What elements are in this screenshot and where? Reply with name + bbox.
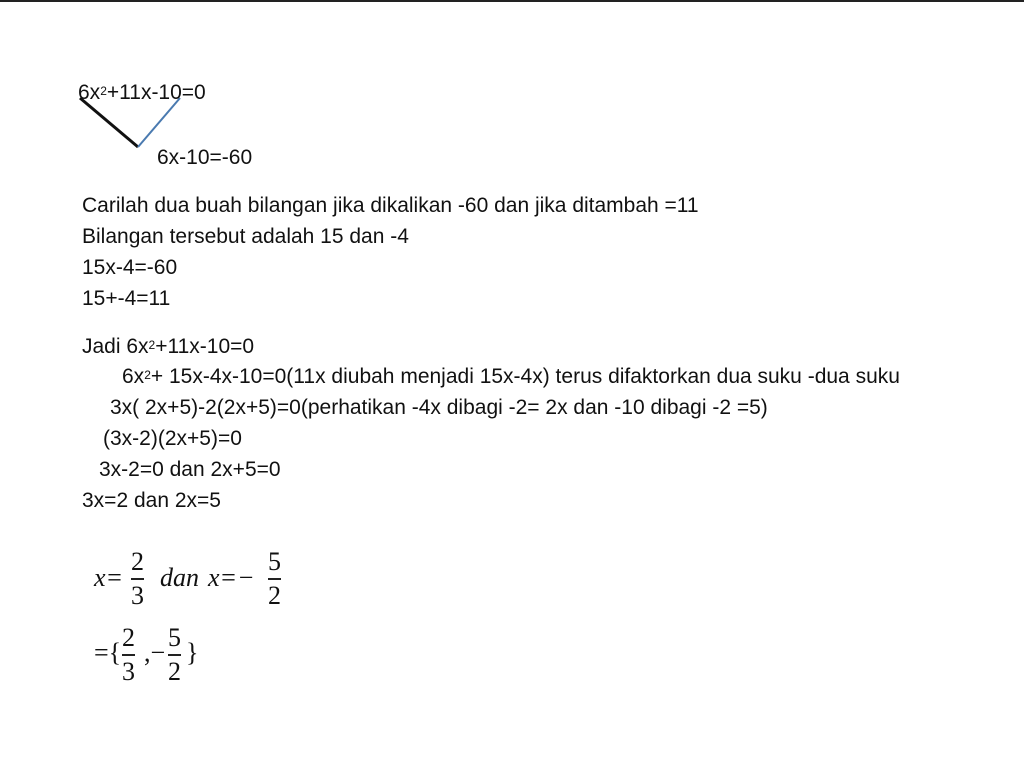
text-line-7: 3x( 2x+5)-2(2x+5)=0(perhatikan -4x dibagi -2= 2x dan -10 dibagi -2 =5): [110, 396, 768, 419]
text-line-6: $6x^2+ 15x-4x-10=0(11x$ diubah menjadi 15x-4x) terus difaktorkan dua suku -dua suku: [122, 365, 900, 388]
set-fraction-five-halves: 5 2: [168, 623, 181, 686]
equation-top: $6x^2+11x-10=0$: [78, 81, 206, 104]
product-note: 6x-10=-60: [157, 146, 253, 169]
fraction-five-halves: 5 2: [268, 547, 281, 610]
text-line-10: 3x=2 dan 2x=5: [82, 489, 221, 512]
text-line-8: (3x-2)(2x+5)=0: [103, 427, 242, 450]
solution-set-separator: ,−: [144, 638, 166, 667]
text-line-2: Bilangan tersebut adalah 15 dan -4: [82, 225, 409, 248]
text-line-9: 3x-2=0 dan 2x+5=0: [99, 458, 281, 481]
text-line-4: 15+-4=11: [82, 287, 171, 310]
answer-x2-lhs: x=−: [208, 563, 255, 592]
solution-set-close: }: [186, 638, 199, 667]
text-line-3: 15x-4=-60: [82, 256, 178, 279]
answer-dan: dan: [160, 563, 199, 592]
text-line-1: Carilah dua buah bilangan jika dikalikan -60 dan jika ditambah =11: [82, 194, 699, 217]
fraction-two-thirds: 2 3: [131, 547, 144, 610]
solution-set-open: ={: [94, 638, 122, 667]
answer-x1-lhs: x=: [94, 563, 124, 592]
text-line-5: Jadi $6x^2+11x-10=0$: [82, 335, 255, 358]
set-fraction-two-thirds: 2 3: [122, 623, 135, 686]
